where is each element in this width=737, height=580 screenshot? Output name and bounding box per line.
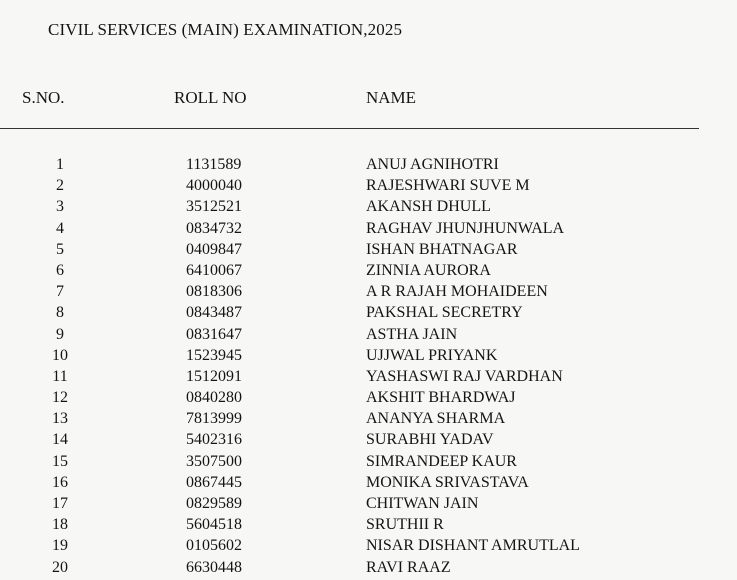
table-row [0, 175, 737, 196]
candidate-name-cell: MONIKA SRIVASTAVA [366, 473, 529, 491]
table-row [0, 218, 737, 239]
candidate-name-cell: ISHAN BHATNAGAR [366, 240, 518, 258]
candidate-name-cell: RAJESHWARI SUVE M [366, 177, 530, 195]
table-row [0, 493, 737, 514]
roll-number-cell: 0829589 [186, 495, 242, 512]
candidate-name-cell: ANANYA SHARMA [366, 410, 506, 428]
table-row [0, 451, 737, 472]
candidate-name-cell: UJJWAL PRIYANK [366, 346, 498, 364]
serial-number-cell: 15 [52, 452, 68, 470]
roll-number-cell: 0831647 [186, 325, 242, 343]
serial-number-cell: 1 [56, 156, 64, 173]
table-row [0, 408, 737, 429]
column-header-roll-no: ROLL NO [174, 88, 247, 107]
roll-number-cell: 1131589 [186, 156, 242, 173]
serial-number-cell: 9 [56, 325, 64, 343]
roll-number-cell: 4000040 [186, 177, 242, 195]
candidate-name-cell: ZINNIA AURORA [366, 261, 491, 279]
roll-number-cell: 1523945 [186, 346, 242, 364]
roll-number-cell: 0867445 [186, 473, 242, 491]
candidate-name-cell: PAKSHAL SECRETRY [366, 304, 523, 322]
candidate-name-cell: NISAR DISHANT AMRUTLAL [366, 537, 580, 555]
serial-number-cell: 3 [56, 198, 64, 216]
roll-number-cell: 0409847 [186, 240, 242, 258]
table-row [0, 557, 737, 578]
serial-number-cell: 19 [52, 537, 68, 555]
candidate-name-cell: RAVI RAAZ [366, 558, 451, 576]
candidate-name-cell: RAGHAV JHUNJHUNWALA [366, 219, 565, 237]
serial-number-cell: 10 [52, 346, 68, 364]
candidate-name-cell: ASTHA JAIN [366, 325, 458, 343]
table-row [0, 535, 737, 556]
serial-number-cell: 17 [52, 495, 68, 512]
roll-number-cell: 3512521 [186, 198, 242, 216]
roll-number-cell: 3507500 [186, 452, 242, 470]
table-row [0, 260, 737, 281]
serial-number-cell: 7 [56, 283, 64, 301]
candidate-name-cell: ANUJ AGNIHOTRI [366, 156, 499, 173]
roll-number-cell: 0840280 [186, 389, 242, 407]
serial-number-cell: 8 [56, 304, 64, 322]
serial-number-cell: 14 [52, 431, 68, 449]
table-row [0, 366, 737, 387]
table-row [0, 154, 737, 175]
roll-number-cell: 6630448 [186, 558, 242, 576]
candidate-name-cell: CHITWAN JAIN [366, 495, 479, 512]
roll-number-cell: 6410067 [186, 261, 242, 279]
serial-number-cell: 11 [52, 367, 68, 385]
table-row [0, 302, 737, 323]
serial-number-cell: 13 [52, 410, 68, 428]
roll-number-cell: 5604518 [186, 516, 242, 534]
table-row [0, 472, 737, 493]
table-row [0, 196, 737, 217]
results-table [0, 154, 737, 578]
roll-number-cell: 0834732 [186, 219, 242, 237]
serial-number-cell: 12 [52, 389, 68, 407]
candidate-name-cell: YASHASWI RAJ VARDHAN [366, 367, 563, 385]
serial-number-cell: 5 [56, 240, 64, 258]
serial-number-cell: 16 [52, 473, 68, 491]
table-row [0, 514, 737, 535]
table-row [0, 239, 737, 260]
table-row [0, 281, 737, 302]
candidate-name-cell: SRUTHII R [366, 516, 444, 534]
roll-number-cell: 5402316 [186, 431, 242, 449]
roll-number-cell: 0105602 [186, 537, 242, 555]
table-row [0, 387, 737, 408]
candidate-name-cell: AKANSH DHULL [366, 198, 491, 216]
table-row [0, 324, 737, 345]
header-divider [0, 128, 699, 129]
serial-number-cell: 18 [52, 516, 68, 534]
roll-number-cell: 0843487 [186, 304, 242, 322]
table-row [0, 345, 737, 366]
column-header-sno: S.NO. [22, 88, 65, 107]
candidate-name-cell: SIMRANDEEP KAUR [366, 452, 517, 470]
serial-number-cell: 6 [56, 261, 64, 279]
candidate-name-cell: AKSHIT BHARDWAJ [366, 389, 516, 407]
roll-number-cell: 0818306 [186, 283, 242, 301]
table-row [0, 429, 737, 450]
page-title: CIVIL SERVICES (MAIN) EXAMINATION,2025 [48, 20, 403, 39]
candidate-name-cell: A R RAJAH MOHAIDEEN [366, 283, 548, 301]
candidate-name-cell: SURABHI YADAV [366, 431, 494, 449]
roll-number-cell: 7813999 [186, 410, 242, 428]
serial-number-cell: 20 [52, 558, 68, 576]
serial-number-cell: 2 [56, 177, 64, 195]
column-header-name: NAME [366, 88, 417, 107]
roll-number-cell: 1512091 [186, 367, 242, 385]
serial-number-cell: 4 [56, 219, 64, 237]
